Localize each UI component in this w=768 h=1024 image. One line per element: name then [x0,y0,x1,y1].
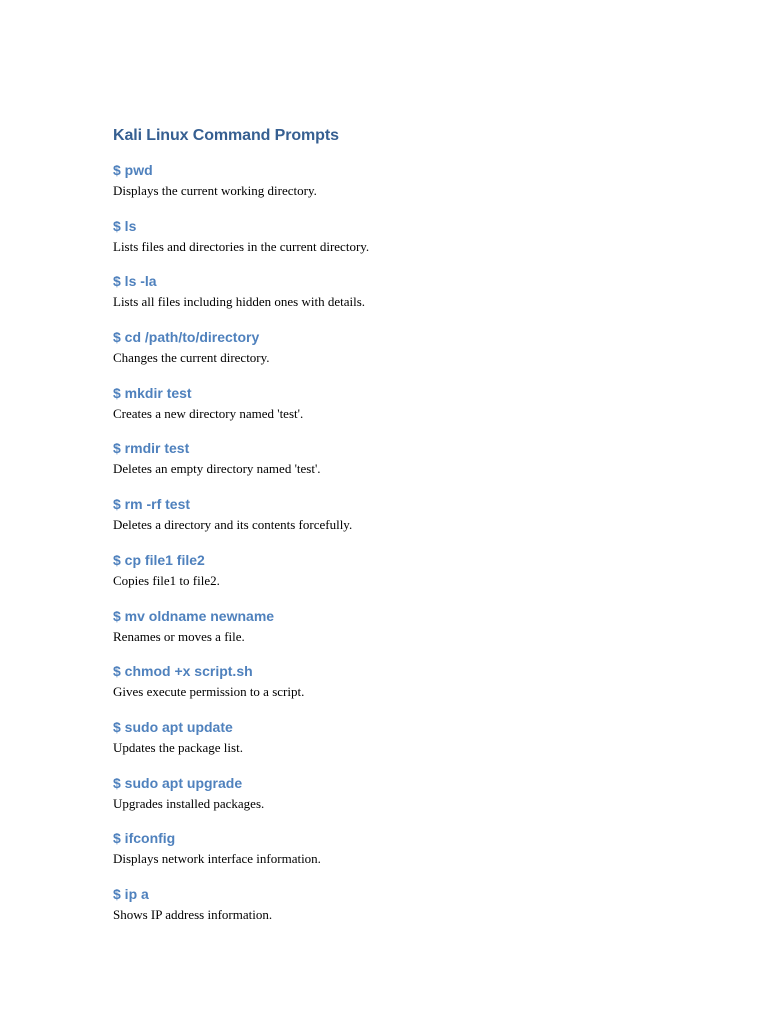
command-entry [113,327,713,383]
command-description: Creates a new directory named 'test'. [113,405,304,421]
command-description: Lists all files including hidden ones with details. [113,294,366,310]
command-heading: $ cp file1 file2 [113,551,205,568]
command-heading: $ sudo apt update [113,718,233,735]
document-page [113,124,713,940]
command-description: Copies file1 to file2. [113,572,220,588]
command-heading: $ ifconfig [113,830,176,847]
command-entry [113,271,713,327]
command-heading: $ ls -la [113,273,157,290]
command-heading: $ ip a [113,885,149,902]
command-entry [113,884,713,940]
command-heading: $ ls [113,217,137,234]
command-entry [113,717,713,773]
command-description: Deletes a directory and its contents forcefully. [113,517,353,533]
command-entry [113,438,713,494]
command-description: Changes the current directory. [113,350,270,366]
command-heading: $ sudo apt upgrade [113,774,243,791]
command-entry [113,160,713,216]
command-heading: $ mv oldname newname [113,607,275,624]
command-heading: $ cd /path/to/directory [113,329,260,346]
command-description: Displays the current working directory. [113,183,317,198]
command-entry [113,383,713,439]
command-entry [113,216,713,272]
command-heading: $ mkdir test [113,384,192,401]
command-description: Upgrades installed packages. [113,795,265,811]
command-description: Lists files and directories in the current directory. [113,238,370,254]
command-entry [113,661,713,717]
command-heading: $ chmod +x script.sh [113,663,253,680]
command-heading: $ rmdir test [113,440,190,457]
command-heading: $ pwd [113,162,153,178]
command-entry [113,828,713,884]
command-description: Updates the package list. [113,739,243,755]
command-description: Deletes an empty directory named 'test'. [113,461,321,477]
command-entry [113,494,713,550]
command-entry [113,773,713,829]
command-description: Renames or moves a file. [113,628,245,644]
document-title: Kali Linux Command Prompts [113,127,339,144]
command-description: Displays network interface information. [113,851,321,867]
command-list [113,160,713,940]
command-entry [113,550,713,606]
command-entry [113,606,713,662]
command-heading: $ rm -rf test [113,496,191,513]
command-description: Shows IP address information. [113,906,273,922]
command-description: Gives execute permission to a script. [113,684,305,700]
